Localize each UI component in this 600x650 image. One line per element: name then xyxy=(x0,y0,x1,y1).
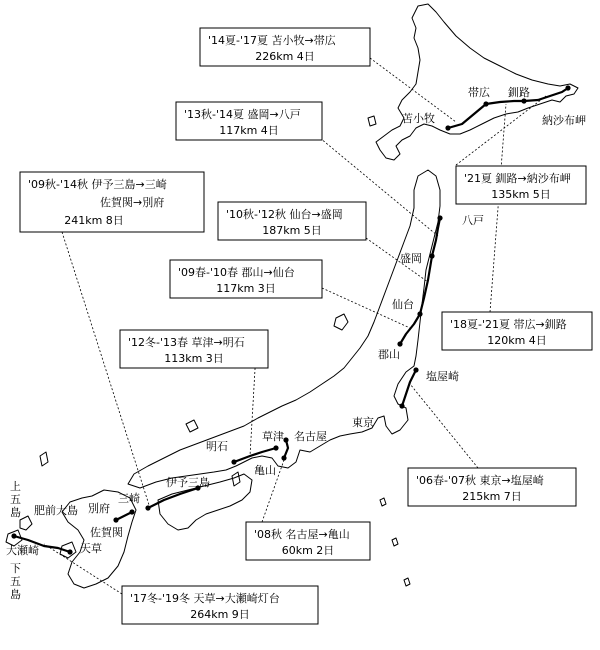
label-shimogoto xyxy=(10,562,21,601)
leader-t9 xyxy=(410,384,478,468)
trip-box-t10 xyxy=(246,522,370,560)
point-nosappu xyxy=(565,85,570,90)
trip-box-t8-line2: 113km 3日 xyxy=(164,352,224,365)
point-akashi xyxy=(231,459,236,464)
point-amakusa xyxy=(67,549,72,554)
label-hachinohe: 八戸 xyxy=(462,214,484,227)
label-tomakomai: 苫小牧 xyxy=(402,112,435,125)
label-kamigoto xyxy=(10,479,21,519)
route-kushiro-nosappu xyxy=(524,88,568,101)
label-beppu: 別府 xyxy=(88,502,110,515)
trip-box-t5 xyxy=(218,202,366,240)
trip-box-t11 xyxy=(122,586,318,624)
label-akashi: 明石 xyxy=(206,440,228,453)
trip-box-t6-line2: 117km 3日 xyxy=(216,282,276,295)
route-obihiro-kushiro xyxy=(486,101,524,104)
trip-box-t7-line2: 120km 4日 xyxy=(487,334,547,347)
point-osezaki xyxy=(11,533,16,538)
trip-box-t11-line2: 264km 9日 xyxy=(190,608,250,621)
route-kusatsu-akashi xyxy=(234,448,276,462)
label-nagoya: 名古屋 xyxy=(294,430,327,443)
label-shimogoto-text-char: 下 xyxy=(10,562,21,575)
trip-box-t10-line2: 60km 2日 xyxy=(281,544,335,557)
trip-box-t9-line2: 215km 7日 xyxy=(462,490,522,503)
point-sendai xyxy=(417,311,422,316)
label-kamigoto-text-char: 五 xyxy=(10,493,21,506)
trip-box-t4-line1: '21夏 釧路→納沙布岬 xyxy=(464,172,571,185)
point-morioka xyxy=(429,253,434,258)
trip-box-t7-line1: '18夏-'21夏 帯広→釧路 xyxy=(450,318,567,331)
trip-box-t8-line1: '12冬-'13春 草津→明石 xyxy=(128,336,245,349)
point-hachinohe xyxy=(437,215,442,220)
label-nosappu: 納沙布岬 xyxy=(542,114,586,127)
point-tokyo xyxy=(399,403,404,408)
label-kamigoto-text-char: 島 xyxy=(10,506,21,519)
point-beppu xyxy=(113,517,118,522)
label-misaki: 三崎 xyxy=(118,492,140,505)
label-hizenoshima: 肥前大島 xyxy=(34,504,78,517)
trip-box-t3-line2: 佐賀関→別府 xyxy=(100,196,165,209)
label-sagaseki: 佐賀関 xyxy=(90,526,123,539)
coast-tsushima xyxy=(40,452,48,466)
route-nagoya-kameyama xyxy=(284,440,288,458)
trip-box-t2-line2: 117km 4日 xyxy=(219,124,279,137)
trip-box-t7 xyxy=(442,312,592,350)
trip-box-t4-line2: 135km 5日 xyxy=(491,188,551,201)
label-tokyo: 東京 xyxy=(352,416,374,429)
route-sagaseki-beppu xyxy=(116,512,132,520)
route-morioka-hachinohe xyxy=(432,218,440,256)
trip-box-t3-line3: 241km 8日 xyxy=(64,214,124,227)
trip-box-t9-line1: '06春-'07秋 東京→塩屋崎 xyxy=(416,474,544,487)
point-shioyazaki xyxy=(413,367,418,372)
route-iyomishima-misaki xyxy=(148,488,198,508)
coast-hokkaido xyxy=(376,4,578,160)
trip-box-t3 xyxy=(20,172,204,232)
label-koriyama: 郡山 xyxy=(378,348,400,361)
trip-box-t11-line1: '17冬-'19冬 天草→大瀬崎灯台 xyxy=(130,592,280,605)
trip-box-t3-line1: '09秋-'14秋 伊予三島→三崎 xyxy=(28,178,167,191)
label-morioka: 盛岡 xyxy=(400,252,422,265)
label-osezaki: 大瀬崎 xyxy=(6,544,39,557)
trip-box-t10-line1: '08秋 名古屋→亀山 xyxy=(254,528,350,541)
point-tomakomai xyxy=(445,125,450,130)
coast-awaji xyxy=(232,472,240,486)
point-sagaseki xyxy=(129,509,134,514)
label-kamigoto-text-char: 上 xyxy=(10,480,21,493)
point-nagoya xyxy=(283,437,288,442)
label-obihiro: 帯広 xyxy=(468,86,490,99)
route-koriyama-sendai xyxy=(400,314,420,344)
point-obihiro xyxy=(483,101,488,106)
coast-oki xyxy=(186,420,198,432)
label-shioyazaki: 塩屋崎 xyxy=(426,370,459,383)
coast-sado xyxy=(334,314,348,330)
point-koriyama xyxy=(397,341,402,346)
point-kameyama xyxy=(281,455,286,460)
label-iyomishima: 伊予三島 xyxy=(166,476,210,489)
label-shimogoto-text-char: 五 xyxy=(10,575,21,588)
trip-box-t8 xyxy=(120,330,268,368)
trip-box-t2 xyxy=(176,102,322,140)
trip-box-t4 xyxy=(456,166,586,204)
trip-box-t2-line1: '13秋-'14夏 盛岡→八戸 xyxy=(184,108,301,121)
label-shimogoto-text-char: 島 xyxy=(10,588,21,601)
trip-box-t5-line2: 187km 5日 xyxy=(262,224,322,237)
leader-t7 xyxy=(490,104,506,312)
trip-box-t9 xyxy=(408,468,576,506)
trip-box-t1-line2: 226km 4日 xyxy=(255,50,315,63)
trip-box-t6-line1: '09春-'10春 郡山→仙台 xyxy=(178,266,295,279)
point-kushiro xyxy=(521,98,526,103)
trip-box-t1 xyxy=(200,28,370,66)
coast-okushiri xyxy=(368,116,376,126)
trip-box-t6 xyxy=(170,260,322,298)
trip-box-t5-line1: '10秋-'12秋 仙台→盛岡 xyxy=(226,208,343,221)
label-kameyama: 亀山 xyxy=(254,464,276,477)
label-kushiro: 釧路 xyxy=(508,86,530,99)
trip-box-t1-line1: '14夏-'17夏 苫小牧→帯広 xyxy=(208,34,336,47)
label-kusatsu: 草津 xyxy=(262,430,284,443)
leader-t3 xyxy=(62,232,150,508)
label-sendai: 仙台 xyxy=(392,298,414,311)
point-kusatsu xyxy=(273,445,278,450)
label-amakusa: 天草 xyxy=(80,542,102,555)
coast-kamigoto xyxy=(20,516,32,530)
coast-izu-islands xyxy=(380,498,410,586)
